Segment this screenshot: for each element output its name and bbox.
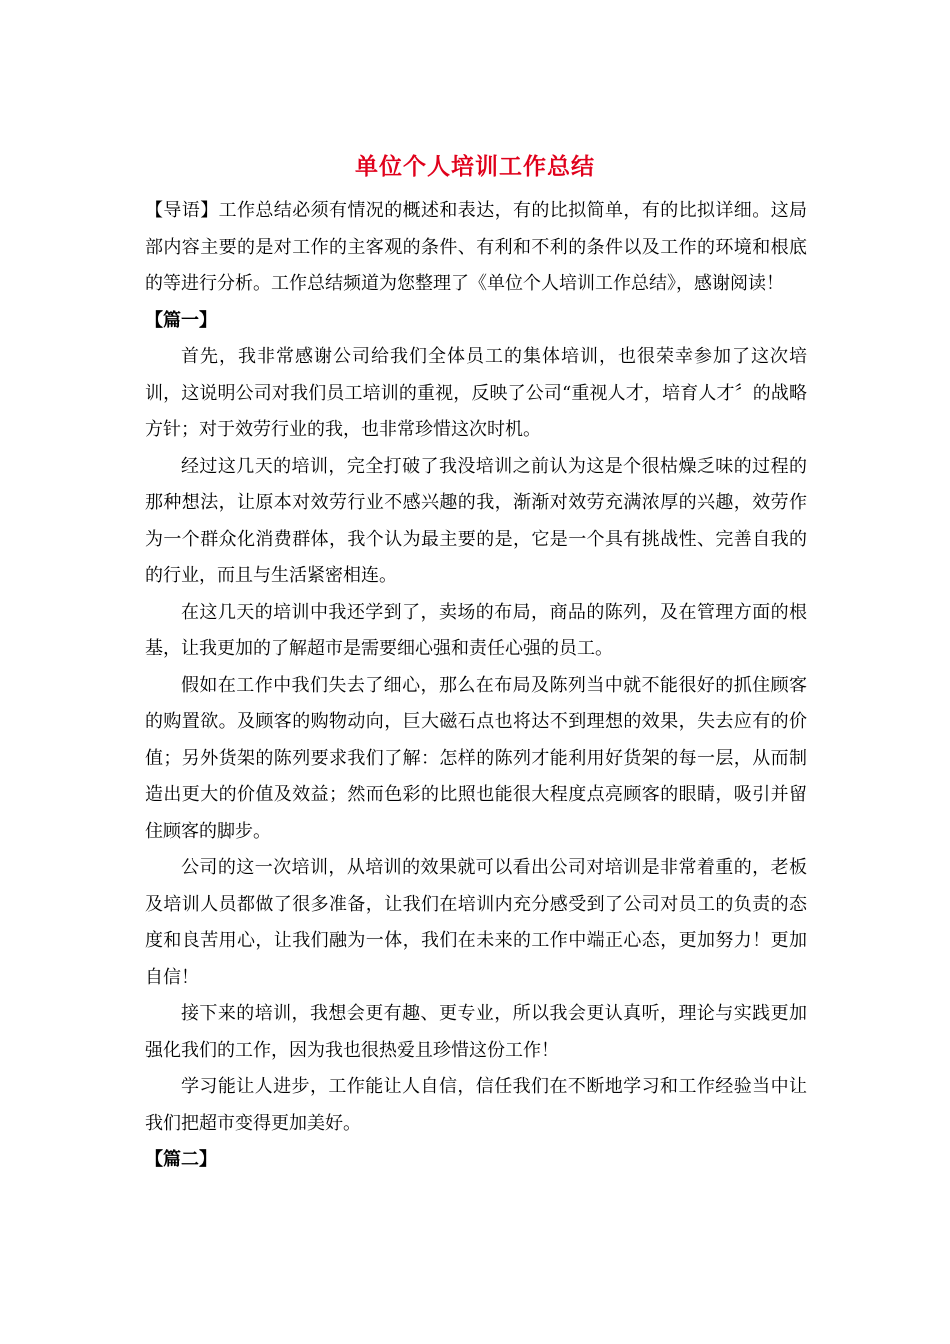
document-body: [145, 193, 807, 1179]
section-heading-1: 【篇一】: [145, 309, 217, 331]
intro-paragraph: 【导语】工作总结必须有情况的概述和表达，有的比拟简单，有的比拟详细。这局部内容主要的是对工作的主客观的条件、有利和不利的条件以及工作的环境和根底的等进行分析。工作总结频道为您整理了《单位个人培训工作总结》，感谢阅读！: [145, 200, 807, 294]
body-paragraph: 首先，我非常感谢公司给我们全体员工的集体培训，也很荣幸参加了这次培训，这说明公司对我们员工培训的重视，反映了公司“重视人才，培育人才〞的战略方针；对于效劳行业的我，也非常珍惜这次时机。: [145, 346, 807, 440]
body-paragraph: 学习能让人进步，工作能让人自信，信任我们在不断地学习和工作经验当中让我们把超市变得更加美好。: [145, 1076, 807, 1134]
body-paragraph: 接下来的培训，我想会更有趣、更专业，所以我会更认真听，理论与实践更加强化我们的工作，因为我也很热爱且珍惜这份工作！: [145, 1003, 807, 1061]
section-heading-2: 【篇二】: [145, 1149, 217, 1170]
body-paragraph: 在这几天的培训中我还学到了，卖场的布局，商品的陈列，及在管理方面的根基，让我更加的了解超市是需要细心强和责任心强的员工。: [145, 601, 807, 659]
body-paragraph: 假如在工作中我们失去了细心，那么在布局及陈列当中就不能很好的抓住顾客的购置欲。及顾客的购物动向，巨大磁石点也将达不到理想的效果，失去应有的价值；另外货架的陈列要求我们了解：怎样的陈列才能利用好货架的每一层，从而制造出更大的价值及效益；然而色彩的比照也能很大程度点亮顾客的眼睛，吸引并留住顾客的脚步。: [145, 674, 807, 842]
body-paragraph: 经过这几天的培训，完全打破了我没培训之前认为这是个很枯燥乏味的过程的那种想法，让原本对效劳行业不感兴趣的我，渐渐对效劳充满浓厚的兴趣，效劳作为一个群众化消费群体，我个认为最主要的是，它是一个具有挑战性、完善自我的的行业，而且与生活紧密相连。: [145, 455, 807, 586]
body-paragraph: 公司的这一次培训，从培训的效果就可以看出公司对培训是非常着重的，老板及培训人员都做了很多准备，让我们在培训内充分感受到了公司对员工的负责的态度和良苦用心，让我们融为一体，我们在未来的工作中端正心态，更加努力！更加自信！: [145, 857, 807, 988]
document-title: 单位个人培训工作总结: [355, 153, 595, 180]
